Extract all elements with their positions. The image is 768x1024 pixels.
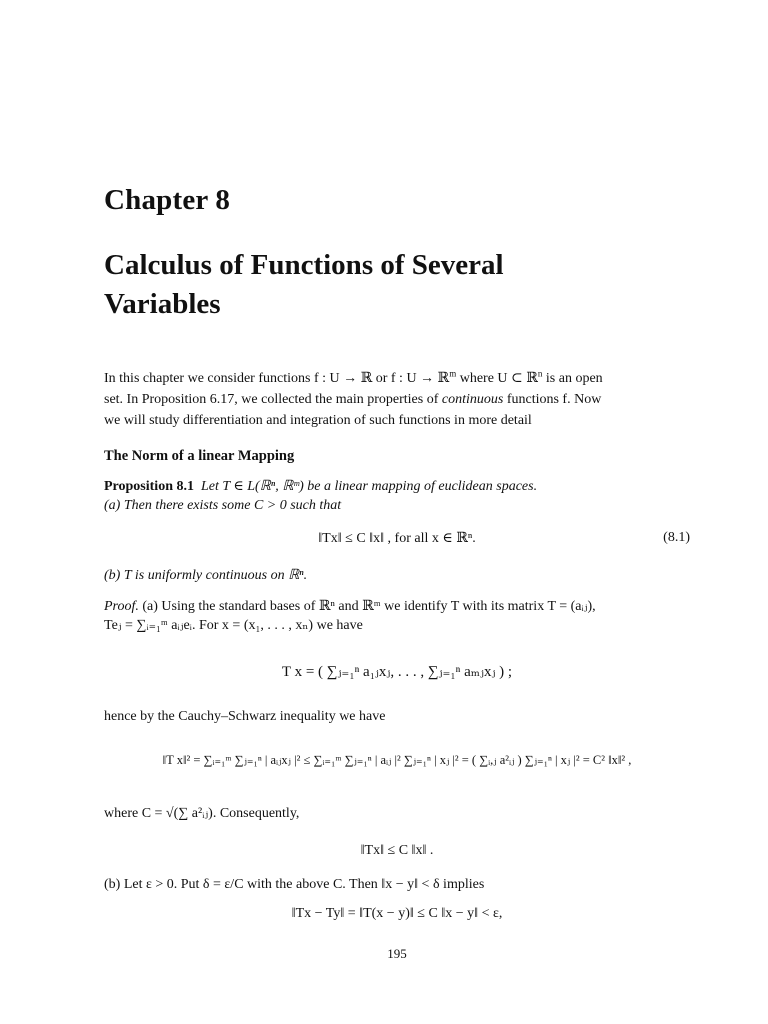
- section-heading: The Norm of a linear Mapping: [104, 448, 295, 464]
- proof-line-4: where C = √(∑ a²ᵢⱼ). Consequently,: [104, 806, 300, 821]
- document-page: [104, 0, 690, 1024]
- proof-line-1: Proof. (a) Using the standard bases of ℝⁿ and ℝᵐ we identify T with its matrix T = (aᵢⱼ),: [104, 599, 596, 614]
- intro-line-3: we will study differentiation and integration of such functions in more detail: [104, 413, 532, 428]
- chapter-title-line-2: Variables: [104, 288, 221, 320]
- equation-norm-bound: ‖Tx‖ ≤ C ‖x‖ .: [360, 843, 434, 858]
- proposition-label: Proposition 8.1: [104, 479, 194, 494]
- equation-cauchy-schwarz: ‖T x‖² = ∑ᵢ₌₁ᵐ ∑ⱼ₌₁ⁿ | aᵢⱼxⱼ |² ≤ ∑ᵢ₌₁ᵐ ∑ⱼ₌₁ⁿ | aᵢⱼ |² ∑ⱼ₌₁ⁿ | xⱼ |² = ( ∑ᵢ,ⱼ a²ᵢⱼ ) ∑ⱼ₌₁ⁿ | xⱼ |² = C² ‖x‖² ,: [162, 753, 632, 767]
- proof-line-3: hence by the Cauchy–Schwarz inequality we have: [104, 709, 386, 724]
- chapter-number: Chapter 8: [104, 184, 231, 216]
- proposition-part-a: (a) Then there exists some C > 0 such that: [104, 498, 342, 513]
- proposition-part-b: (b) T is uniformly continuous on ℝⁿ.: [104, 568, 308, 583]
- equation-8-1: ‖Tx‖ ≤ C ‖x‖ , for all x ∈ ℝⁿ.: [318, 531, 476, 546]
- page-number: 195: [387, 946, 407, 961]
- intro-line-1: In this chapter we consider functions f : U → ℝ or f : U → ℝ$^m$ where U ⊂ ℝ$^n$ is an open: [104, 368, 603, 386]
- equation-tx: T x = ( ∑ⱼ₌₁ⁿ a₁ⱼxⱼ, . . . , ∑ⱼ₌₁ⁿ aₘⱼxⱼ ) ;: [281, 664, 513, 680]
- intro-line-2: set. In Proposition 6.17, we collected the main properties of continuous functions f. Now: [104, 392, 602, 407]
- chapter-title: [104, 246, 690, 324]
- equation-number: (8.1): [663, 530, 690, 545]
- equation-uniform-continuity: ‖Tx − Ty‖ = ‖T(x − y)‖ ≤ C ‖x − y‖ < ε,: [291, 906, 503, 921]
- chapter-title-line-1: Calculus of Functions of Several: [104, 249, 504, 281]
- proof-line-5: (b) Let ε > 0. Put δ = ε/C with the above C. Then ‖x − y‖ < δ implies: [104, 877, 485, 892]
- proof-line-2: Teⱼ = ∑ᵢ₌₁ᵐ aᵢⱼeᵢ. For x = (x₁, . . . , xₙ) we have: [104, 618, 363, 633]
- proof-label: Proof.: [104, 599, 139, 614]
- proposition-statement: Proposition 8.1 Let T ∈ L(ℝⁿ, ℝᵐ) be a linear mapping of euclidean spaces.: [104, 479, 538, 494]
